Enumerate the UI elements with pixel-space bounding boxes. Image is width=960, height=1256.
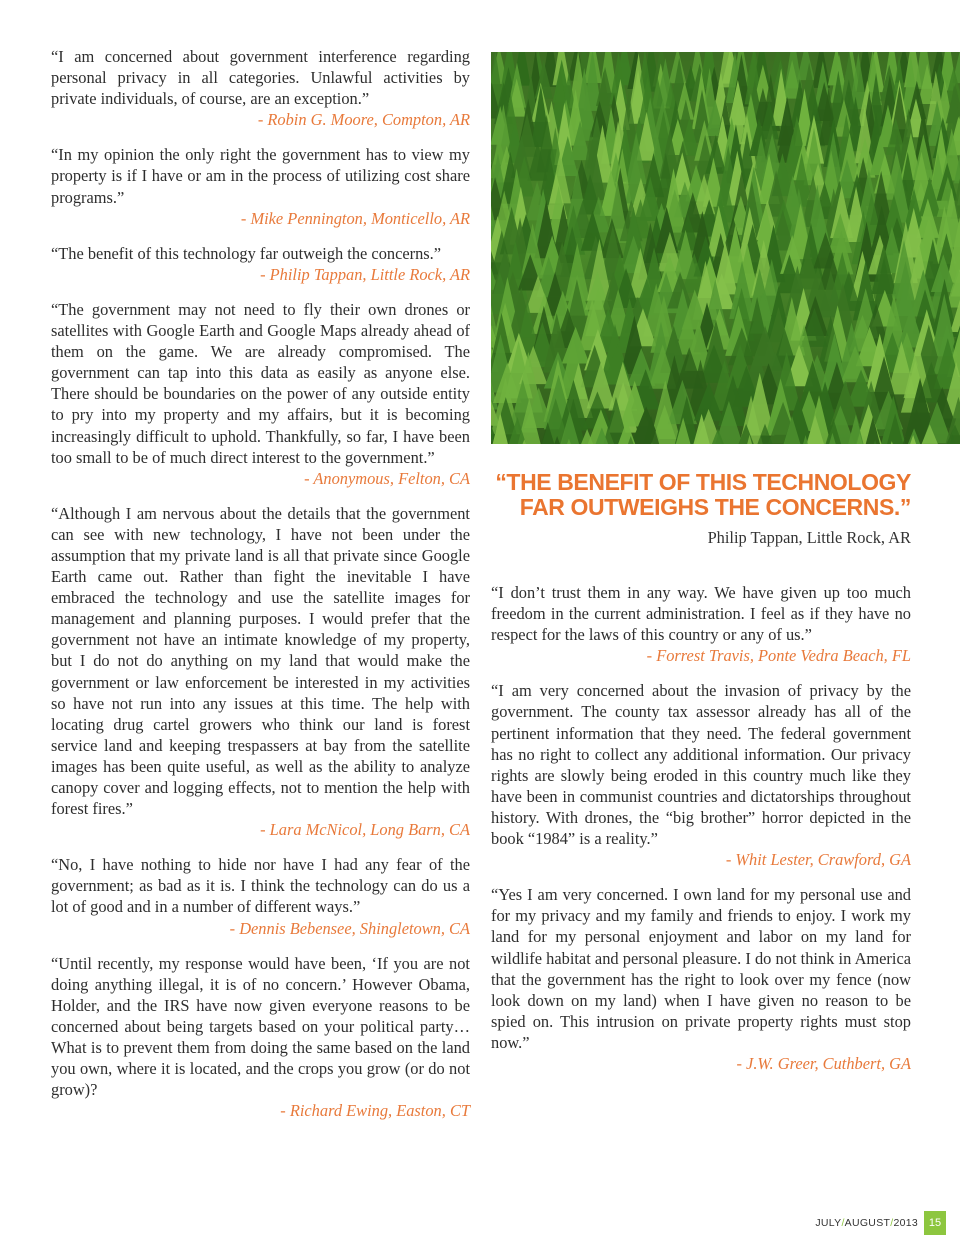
quote-block (51, 144, 470, 228)
forest-photo (491, 52, 960, 444)
quote-attribution: - Forrest Travis, Ponte Vedra Beach, FL (646, 646, 911, 666)
page-number: 15 (924, 1211, 946, 1235)
quote-text: “Yes I am very concerned. I own land for my personal use and for my privacy and my family and friends to enjoy. I work my land for my personal enjoyment and labor on my land for wildlife habitat and personal pleasure. I do not think in America that the government has the right to look over my fence (now look down on my land) when I have given no reason to be spied on. This intrusion on private property rights must stop now.” (491, 885, 911, 1052)
quote-attribution: - Dennis Bebensee, Shingletown, CA (229, 918, 470, 938)
quote-text: “I am very concerned about the invasion of privacy by the government. The county tax assessor already has all of the pertinent information that they need. The federal government has no right to collect any additional information. Our privacy rights are slowly being eroded in this country much like they have been in communist countries and dictatorships throughout history. With drones, the “big brother” horror depicted in the book “1984” is a reality.” (491, 681, 911, 849)
quote-block (491, 582, 911, 666)
quote-block (51, 854, 470, 938)
quote-text: “Although I am nervous about the details that the government can see with new technology, I have not been under the assumption that my private land is all that private since Google Earth came out. Rather than fight the inevitable I have embraced the technology and use the satellite images for management and planning purposes. I would prefer that the government not have an intimate knowledge of my property, but I do not do anything on my land that would make the government or law enforcement be interested in my activities so have not run into any issues at this time. The help with locating drug cartel growers who think our land is forest service land and keeping trespassers at bay from the satellite images has been quite useful, as well as the ability to analyze canopy cover and logging effects, not to mention the help with forest fires.” (51, 503, 470, 819)
quote-text: “I don’t trust them in any way. We have given up too much freedom in the current administration. I feel as if they have no respect for the laws of this country or any of us.” (491, 583, 911, 645)
quote-text: “No, I have nothing to hide nor have I had any fear of the government; as bad as it is. I think the technology can do us a lot of good and in a number of different ways.” (51, 855, 470, 917)
quote-attribution: - Anonymous, Felton, CA (304, 468, 470, 488)
date-separator: / (890, 1217, 894, 1229)
quote-attribution: - Robin G. Moore, Compton, AR (257, 110, 470, 130)
quote-attribution: - Richard Ewing, Easton, CT (280, 1101, 470, 1121)
quote-block (51, 503, 470, 841)
quote-block (51, 243, 470, 285)
right-column (491, 582, 911, 1088)
quote-attribution: - Lara McNicol, Long Barn, CA (260, 820, 470, 840)
quote-attribution: - J.W. Greer, Cuthbert, GA (736, 1053, 911, 1073)
date-separator: / (841, 1217, 845, 1229)
quote-block (51, 46, 470, 130)
issue-year: 2013 (893, 1217, 918, 1229)
pull-quote (491, 470, 911, 548)
quote-block (51, 299, 470, 489)
quote-attribution: - Philip Tappan, Little Rock, AR (260, 264, 470, 284)
quote-text: “The government may not need to fly their own drones or satellites with Google Earth and Google Maps already ahead of them on the game. We are already compromised. The government can tap into this data as easily as anyone else. There should be boundaries on the power of any outside entity to pry into my property and my affairs, but it is becoming increasingly difficult to uphold. Thankfully, so far, I have been too small to be of much direct interest to the government.” (51, 299, 470, 467)
quote-block (491, 884, 911, 1074)
quote-attribution: - Mike Pennington, Monticello, AR (240, 208, 470, 228)
quote-text: “Until recently, my response would have been, ‘If you are not doing anything illegal, it is of no concern.’ However Obama, Holder, and the IRS have now given everyone reasons to be concerned about being targets based on your political party… What is to prevent them from doing the same based on the land you own, where it is located, and the crops you grow (or do not grow)? (51, 953, 470, 1100)
quote-text: “The benefit of this technology far outweigh the concerns.” (51, 243, 442, 263)
left-column (51, 46, 470, 1135)
quote-block (51, 953, 470, 1122)
pull-quote-attribution: Philip Tappan, Little Rock, AR (707, 528, 911, 547)
page-footer (815, 1211, 946, 1235)
issue-date (815, 1217, 918, 1229)
forest-illustration (491, 52, 960, 444)
quote-block (491, 680, 911, 870)
issue-month-1: JULY (815, 1217, 842, 1229)
quote-text: “I am concerned about government interference regarding personal privacy in all categories. Unlawful activities by private individuals, of course, are an exception.” (51, 47, 470, 109)
issue-month-2: AUGUST (844, 1217, 891, 1229)
pull-quote-text: “THE BENEFIT OF THIS TECHNOLOGY FAR OUTWEIGHS THE CONCERNS.” (495, 469, 911, 520)
quote-attribution: - Whit Lester, Crawford, GA (725, 850, 911, 870)
quote-text: “In my opinion the only right the government has to view my property is if I have or am in the process of utilizing cost share programs.” (51, 145, 470, 207)
